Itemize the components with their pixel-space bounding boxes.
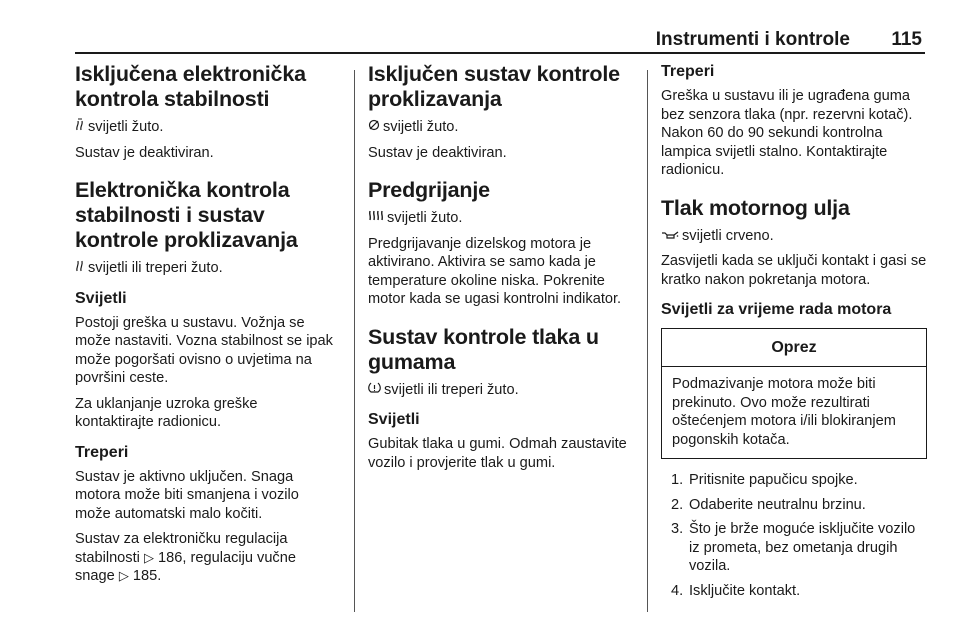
column-1 xyxy=(75,62,337,593)
list-item: 1. Pritisnite papučicu spojke. xyxy=(671,472,858,488)
column-divider xyxy=(354,70,355,612)
page-ref-link[interactable]: 185 xyxy=(132,568,158,584)
section-title-tpms: Sustav kontrole tlaka u gumama xyxy=(368,324,599,374)
page-ref-link[interactable]: 186 xyxy=(158,549,183,566)
section-text: Zasvijetli kada se uključi kontakt i gasi se kratko nakon pokretanja motora. xyxy=(661,253,927,288)
paragraph: Sustav je aktivno uključen. Snaga motora može biti smanjena i vozilo može automatski malo kočiti. xyxy=(75,468,299,522)
section-title-esc: Elektronička kontrola stabilnosti i sustav kontrole proklizavanja xyxy=(75,178,298,252)
header-title: Instrumenti i kontrole xyxy=(655,29,850,50)
indicator-line: svijetli žuto. xyxy=(75,118,337,137)
caution-box xyxy=(661,328,927,459)
paragraph: Sustav za elektroničku regulacija stabilnosti ▷ 186, regulaciju vučne snage ▷ 185. xyxy=(75,531,296,584)
paragraph: Za uklanjanje uzroka greške kontaktirajte radionicu. xyxy=(75,395,258,430)
section-title-oil-pressure: Tlak motornog ulja xyxy=(661,195,850,220)
steps-list xyxy=(661,471,927,600)
section-title-predgrijanje: Predgrijanje xyxy=(368,178,490,202)
paragraph: Gubitak tlaka u gumi. Odmah zaustavite vozilo i provjerite tlak u gumi. xyxy=(368,436,627,471)
column-divider xyxy=(647,70,648,612)
page-number: 115 xyxy=(891,29,922,50)
subsection-title-svijetli: Svijetli xyxy=(368,411,420,428)
tc-off-icon xyxy=(368,118,380,137)
subsection-title-treperi: Treperi xyxy=(661,63,715,80)
indicator-line: svijetli žuto. xyxy=(368,118,630,137)
header-rule xyxy=(75,52,925,54)
list-item: 3. Što je brže moguće isključite vozilo iz prometa, bez ometanja drugih vozila. xyxy=(671,521,916,574)
page-ref-icon: ▷ xyxy=(118,568,129,583)
section-text: Sustav je deaktiviran. xyxy=(75,144,214,161)
subsection-title-running: Svijetli za vrijeme rada motora xyxy=(661,301,892,318)
esc-off-icon xyxy=(75,118,85,137)
page-ref-icon: ▷ xyxy=(143,549,154,565)
section-title-esc-off: Isključena elektronička kontrola stabilnosti xyxy=(75,62,306,111)
esc-icon xyxy=(75,259,85,278)
list-item: 2. Odaberite neutralnu brzinu. xyxy=(671,496,866,513)
column-2 xyxy=(368,62,630,479)
list-item: 4. Isključite kontakt. xyxy=(671,582,801,599)
indicator-line: svijetli ili treperi žuto. xyxy=(368,381,630,400)
caution-title: Oprez xyxy=(662,329,926,367)
tire-pressure-icon xyxy=(368,381,381,400)
subsection-title-treperi: Treperi xyxy=(75,443,129,461)
oil-pressure-icon xyxy=(661,227,679,246)
glow-plug-icon xyxy=(368,209,384,228)
subsection-title-svijetli: Svijetli xyxy=(75,289,127,307)
section-text: Sustav je deaktiviran. xyxy=(368,144,507,161)
paragraph: Greška u sustavu ili je ugrađena guma bez senzora tlaka (npr. rezervni kotač). Nakon 60 do 90 sekundi kontrolna lampica svijetli stalno. Kontaktirajte radionicu. xyxy=(661,88,913,178)
section-title-tc-off: Isključen sustav kontrole proklizavanja xyxy=(368,62,620,111)
indicator-line: svijetli crveno. xyxy=(661,227,927,246)
caution-text: Podmazivanje motora može biti prekinuto. Ovo može rezultirati oštećenjem motora i/ili blokiranjem pogonskih kotača. xyxy=(672,376,896,448)
indicator-line: svijetli žuto. xyxy=(368,209,630,228)
column-3 xyxy=(661,62,927,606)
section-text: Predgrijavanje dizelskog motora je aktivirano. Aktivira se samo kada je temperature okoline niska. Pokrenite motor kada se ugasi kontrolni indikator. xyxy=(368,235,622,307)
indicator-line: svijetli ili treperi žuto. xyxy=(75,259,337,278)
paragraph: Postoji greška u sustavu. Vožnja se može nastaviti. Vozna stabilnost se ipak može pogoršati ovisno o uvjetima na površini ceste. xyxy=(75,314,333,386)
